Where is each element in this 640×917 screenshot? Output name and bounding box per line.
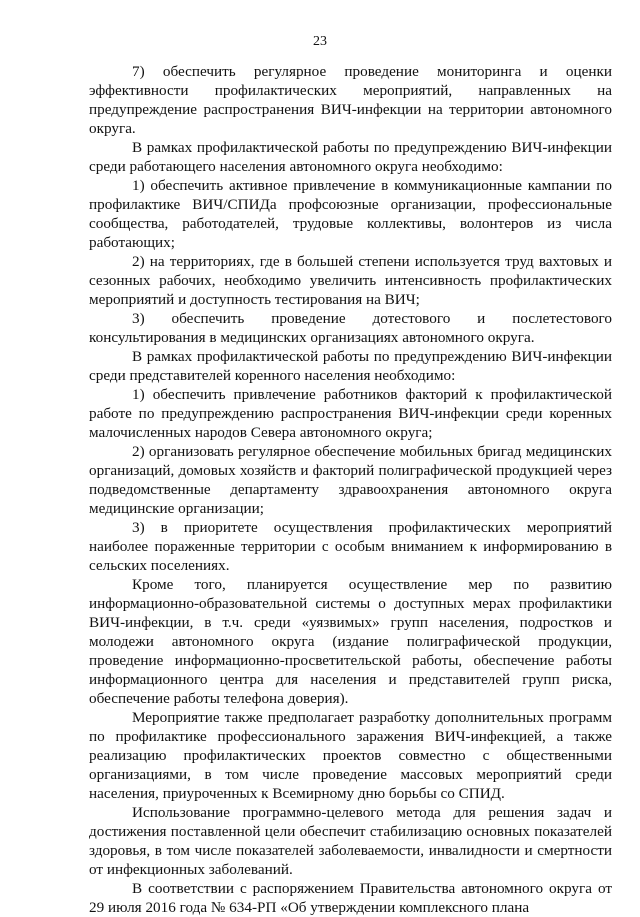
paragraph-working-item-1: 1) обеспечить активное привлечение в коммуникационные кампании по профилактике ВИЧ/СПИДа профсоюзные организации, профессиональные сообщества, работодателей, трудовые коллективы, волонтеров из числа работающих;	[89, 177, 612, 251]
paragraph-working-item-2: 2) на территориях, где в большей степени используется труд вахтовых и сезонных рабочих, необходимо увеличить интенсивность профилактических мероприятий и доступность тестирования на ВИЧ;	[89, 253, 612, 308]
paragraph-indigenous-intro: В рамках профилактической работы по предупреждению ВИЧ-инфекции среди представителей коренного населения необходимо:	[89, 348, 612, 384]
paragraph-additional-programs: Мероприятие также предполагает разработку дополнительных программ по профилактике профессионального заражения ВИЧ-инфекцией, а также реализацию профилактических проектов совместно с общественными организациями, в том числе проведение массовых мероприятий среди населения, приуроченных к Всемирному дню борьбы со СПИД.	[89, 709, 612, 802]
paragraph-program-target-method: Использование программно-целевого метода для решения задач и достижения поставленной цели обеспечит стабилизацию основных показателей здоровья, в том числе показателей заболеваемости, инвалидности и смертности от инфекционных заболеваний.	[89, 804, 612, 878]
body-text	[89, 62, 612, 917]
paragraph-item-7: 7) обеспечить регулярное проведение мониторинга и оценки эффективности профилактических мероприятий, направленных на предупреждение распространения ВИЧ-инфекции на территории автономного округа.	[89, 63, 612, 137]
paragraph-working-item-3: 3) обеспечить проведение дотестового и послетестового консультирования в медицинских организациях автономного округа.	[89, 310, 612, 346]
paragraph-government-order: В соответствии с распоряжением Правительства автономного округа от 29 июля 2016 года № 634-РП «Об утверждении комплексного плана	[89, 880, 612, 916]
paragraph-working-population-intro: В рамках профилактической работы по предупреждению ВИЧ-инфекции среди работающего населения автономного округа необходимо:	[89, 139, 612, 175]
paragraph-indigenous-item-2: 2) организовать регулярное обеспечение мобильных бригад медицинских организаций, домовых хозяйств и факторий полиграфической продукцией через подведомственные департаменту здравоохранения автономного округа медицинские организации;	[89, 443, 612, 517]
page-number: 23	[313, 34, 327, 49]
paragraph-indigenous-item-3: 3) в приоритете осуществления профилактических мероприятий наиболее пораженные территории с особым вниманием к информированию в сельских поселениях.	[89, 519, 612, 574]
paragraph-indigenous-item-1: 1) обеспечить привлечение работников факторий к профилактической работе по предупреждению распространения ВИЧ-инфекции среди коренных малочисленных народов Севера автономного округа;	[89, 386, 612, 441]
paragraph-information-system: Кроме того, планируется осуществление мер по развитию информационно-образовательной системы о доступных мерах профилактики ВИЧ-инфекции, в т.ч. среди «уязвимых» групп населения, подростков и молодежи автономного округа (издание полиграфической продукции, проведение информационно-просветительской работы, обеспечение работы информационного центра для населения и представителей групп риска, обеспечение работы телефона доверия).	[89, 576, 612, 707]
